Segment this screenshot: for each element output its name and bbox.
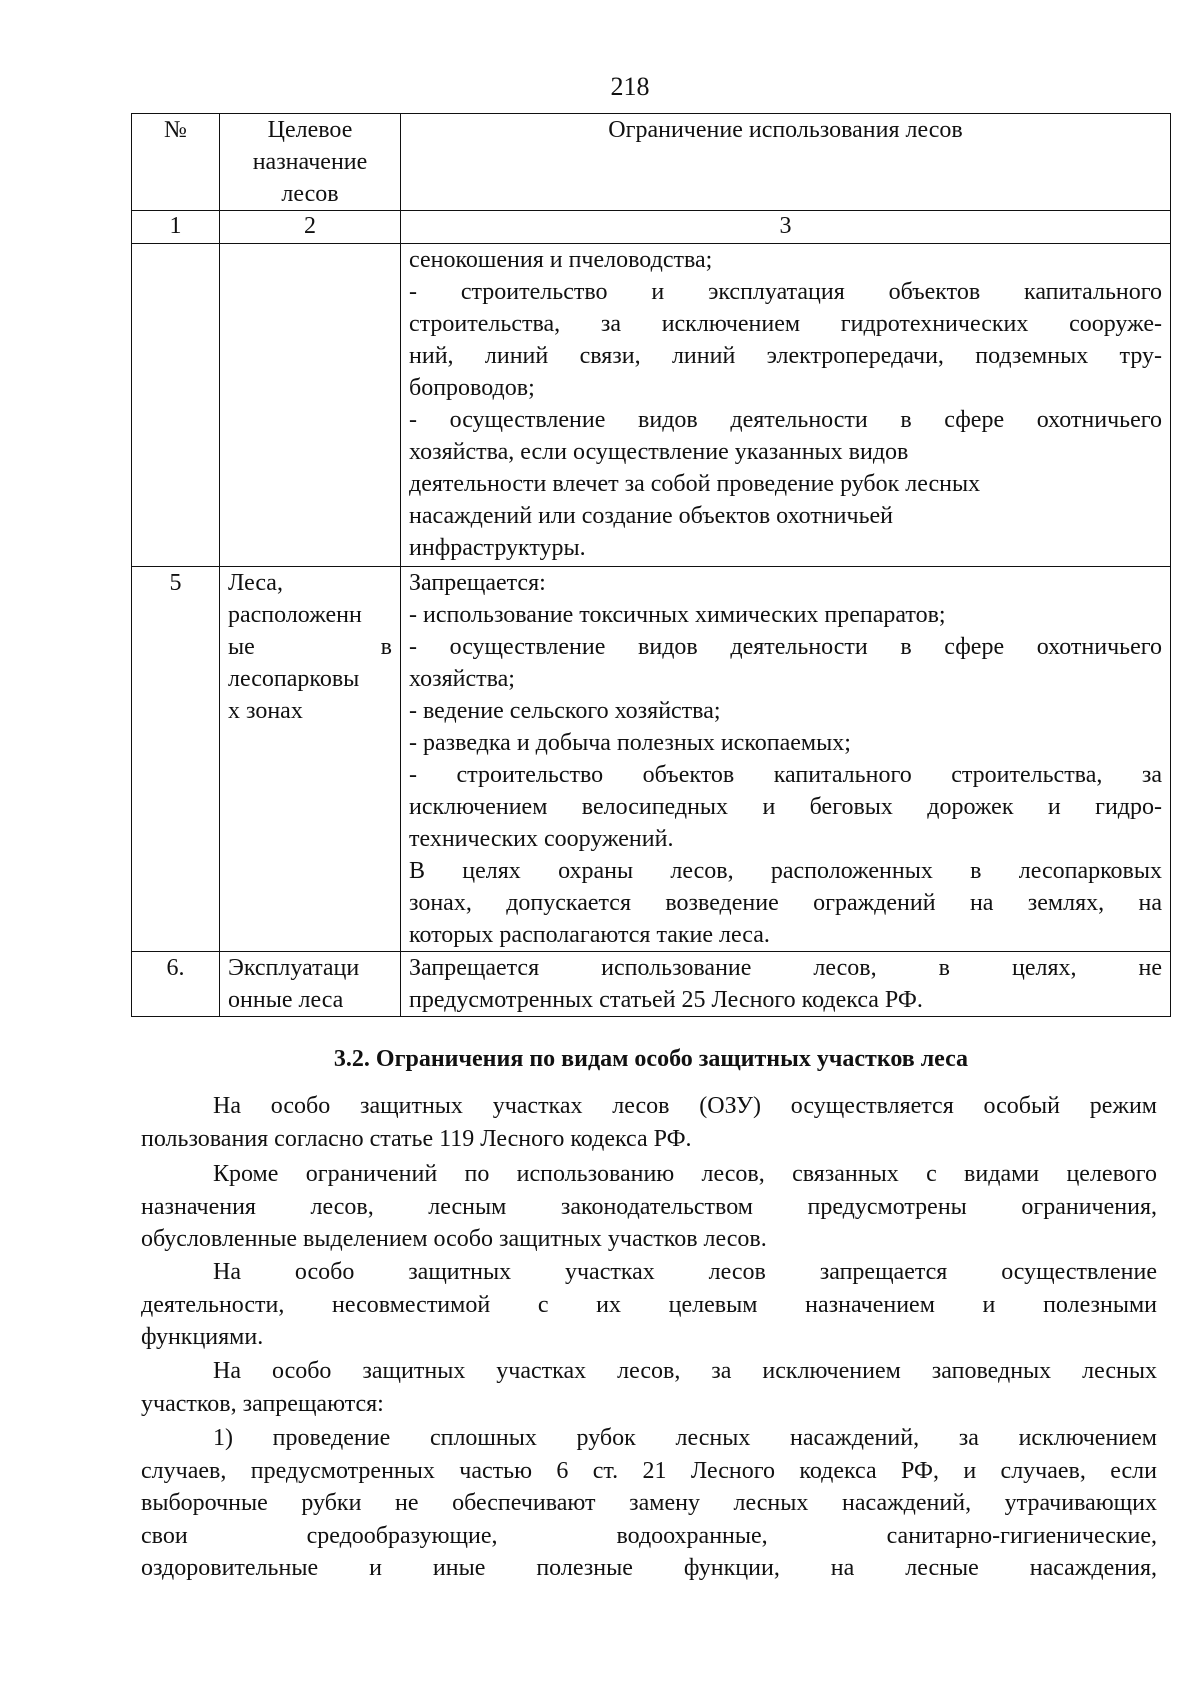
cell-continuation-text: сенокошения и пчеловодства; - строительство и эксплуатация объектов капитального строительства, за исключением гидротехнических сооруже- ний, линий связи, линий электропередачи, подземных тру- бопроводов; - осуществление видов деятельности в сфере охотничьего хозяйства, если осуществление указанных видов деятельности влечет за собой проведение рубок лесных насаждений или создание объектов охотничьей инфраструктуры. [401, 244, 1171, 567]
paragraph-3: На особо защитных участках лесов запрещается осуществление деятельности, несовместимой с их целевым назначением и полезными функциями. [141, 1259, 1157, 1350]
paragraph-1: На особо защитных участках лесов (ОЗУ) осуществляется особый режим пользования согласно статье 119 Лесного кодекса РФ. [141, 1093, 1157, 1152]
page-number: 218 [610, 72, 650, 101]
row5-restriction: Запрещается: - использование токсичных химических препаратов; - осуществление видов деятельности в сфере охотничьего хозяйства; - ведение сельского хозяйства; - разведка и добыча полезных ископаемых; - строительство объектов капитального строительства, за исключением велосипедных и беговых дорожек и гидро- технических сооружений. В целях охраны лесов, расположенных в лесопарковых зонах, допускается возведение ограждений на землях, на которых располагаются такие леса. [401, 567, 1171, 952]
paragraph-4: На особо защитных участках лесов, за исключением заповедных лесных участков, запрещаются: [141, 1358, 1157, 1417]
row6-number: 6. [132, 952, 220, 1017]
row5-number: 5 [132, 567, 220, 952]
col-number-2: 2 [220, 211, 401, 244]
table-header-row [132, 114, 1171, 211]
row6-restriction: Запрещается использование лесов, в целях, не предусмотренных статьей 25 Лесного кодекса РФ. [401, 952, 1171, 1017]
table-numbering-row [132, 211, 1171, 244]
restrictions-table [131, 113, 1171, 1017]
section-heading: 3.2. Ограничения по видам особо защитных участков леса [333, 1046, 969, 1072]
cell-empty-purpose [220, 244, 401, 567]
header-purpose: Целевое назначение лесов [220, 114, 401, 211]
row6-purpose: Эксплуатаци онные леса [220, 952, 401, 1017]
col-number-3: 3 [401, 211, 1171, 244]
header-number: № [132, 114, 220, 211]
table-row-6 [132, 952, 1171, 1017]
table-row-continuation [132, 244, 1171, 567]
col-number-1: 1 [132, 211, 220, 244]
header-restriction: Ограничение использования лесов [401, 114, 1171, 211]
paragraph-5: 1) проведение сплошных рубок лесных насаждений, за исключением случаев, предусмотренных частью 6 ст. 21 Лесного кодекса РФ, и случаев, если выборочные рубки не обеспечивают замену лесных насаждений, утрачивающих свои средообразующие, водоохранные, санитарно-гигиенические, оздоровительные и иные полезные функции, на лесные насаждения, [141, 1425, 1157, 1581]
row5-purpose: Леса, расположенн ые в лесопарковы х зонах [220, 567, 401, 952]
table-row-5 [132, 567, 1171, 952]
cell-empty-number [132, 244, 220, 567]
paragraph-2: Кроме ограничений по использованию лесов, связанных с видами целевого назначения лесов, лесным законодательством предусмотрены ограничения, обусловленные выделением особо защитных участков лесов. [141, 1161, 1157, 1252]
